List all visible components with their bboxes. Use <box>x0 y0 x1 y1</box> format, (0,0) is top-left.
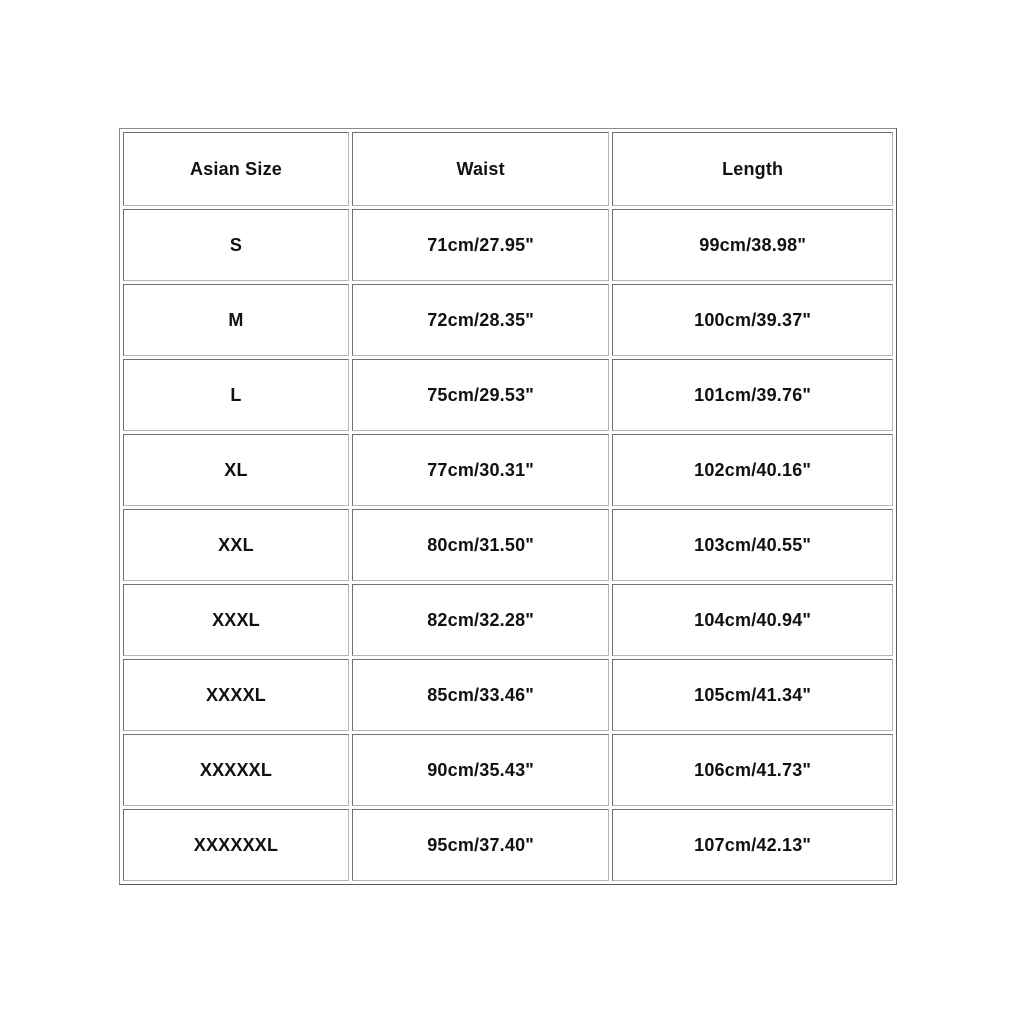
header-asian-size: Asian Size <box>123 132 349 206</box>
size-cell: XXXXXL <box>123 734 349 806</box>
header-waist: Waist <box>352 132 609 206</box>
table-row <box>123 659 893 731</box>
table-row <box>123 809 893 881</box>
waist-cell: 95cm/37.40" <box>352 809 609 881</box>
length-cell: 106cm/41.73" <box>612 734 893 806</box>
length-cell: 101cm/39.76" <box>612 359 893 431</box>
size-cell: M <box>123 284 349 356</box>
length-cell: 102cm/40.16" <box>612 434 893 506</box>
size-cell: XXL <box>123 509 349 581</box>
length-cell: 103cm/40.55" <box>612 509 893 581</box>
table-row <box>123 284 893 356</box>
length-cell: 105cm/41.34" <box>612 659 893 731</box>
table-row <box>123 434 893 506</box>
length-cell: 107cm/42.13" <box>612 809 893 881</box>
table-row <box>123 734 893 806</box>
waist-cell: 90cm/35.43" <box>352 734 609 806</box>
size-cell: XXXXXXL <box>123 809 349 881</box>
table-header-row <box>123 132 893 206</box>
table-row <box>123 359 893 431</box>
waist-cell: 71cm/27.95" <box>352 209 609 281</box>
length-cell: 104cm/40.94" <box>612 584 893 656</box>
size-cell: XL <box>123 434 349 506</box>
waist-cell: 77cm/30.31" <box>352 434 609 506</box>
header-length: Length <box>612 132 893 206</box>
waist-cell: 85cm/33.46" <box>352 659 609 731</box>
length-cell: 100cm/39.37" <box>612 284 893 356</box>
size-cell: XXXXL <box>123 659 349 731</box>
table-row <box>123 584 893 656</box>
waist-cell: 82cm/32.28" <box>352 584 609 656</box>
waist-cell: 72cm/28.35" <box>352 284 609 356</box>
size-cell: L <box>123 359 349 431</box>
table-row <box>123 509 893 581</box>
table-row <box>123 209 893 281</box>
waist-cell: 75cm/29.53" <box>352 359 609 431</box>
length-cell: 99cm/38.98" <box>612 209 893 281</box>
waist-cell: 80cm/31.50" <box>352 509 609 581</box>
size-chart-table <box>119 128 897 885</box>
size-cell: S <box>123 209 349 281</box>
size-cell: XXXL <box>123 584 349 656</box>
